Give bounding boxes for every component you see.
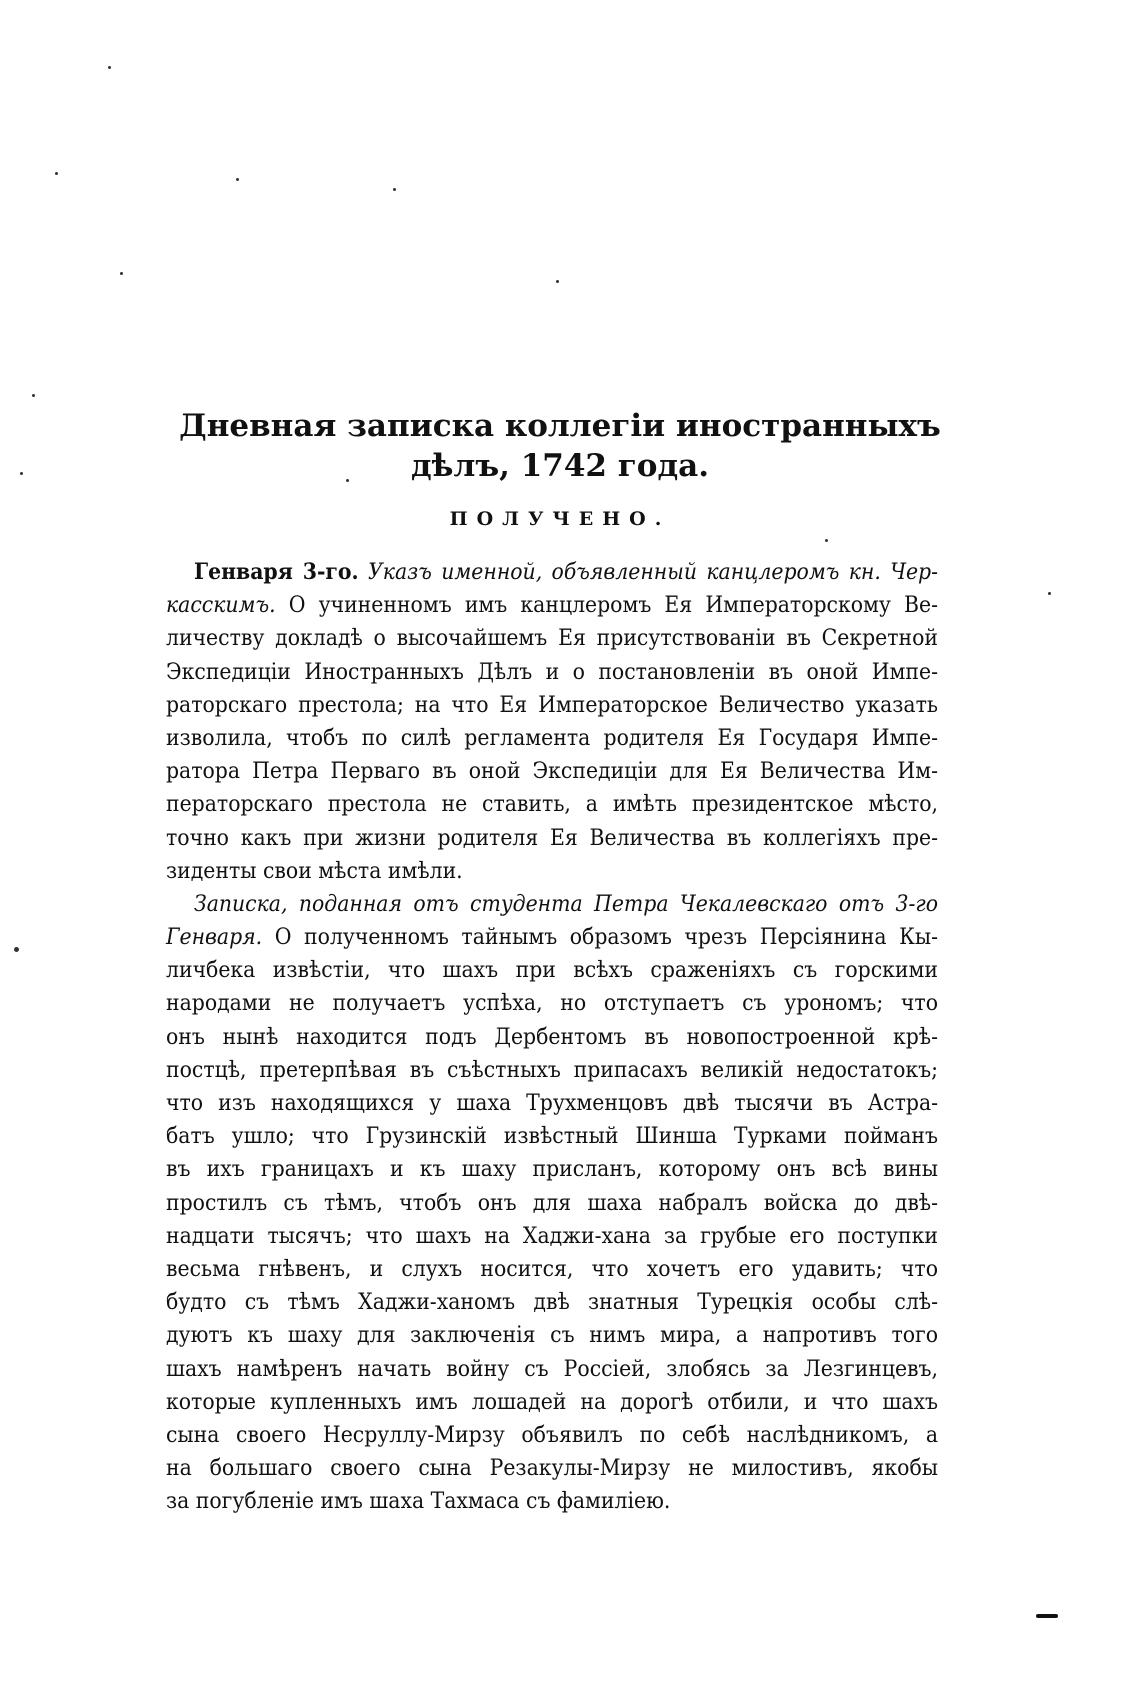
entry-italic-text: Генваря. xyxy=(166,924,263,951)
entry-text: въ ихъ границахъ и къ шаху присланъ, которому онъ всѣ вины xyxy=(166,1156,938,1183)
entry-text: онъ нынѣ находится подъ Дербентомъ въ новопостроенной крѣ- xyxy=(166,1023,938,1050)
text-line xyxy=(166,954,938,987)
entry-text: ператорскаго престола не ставить, а имѣть президентское мѣсто, xyxy=(166,791,938,818)
entry-text: которые купленныхъ имъ лошадей на дорогѣ отбили, и что шахъ xyxy=(166,1388,938,1415)
entry-text: изволила, чтобъ по силѣ регламента родителя Ея Государя Импе- xyxy=(166,724,938,751)
scan-speck xyxy=(20,472,23,475)
entry-text: Экспедиціи Иностранныхъ Дѣлъ и о постановленіи въ оной Импе- xyxy=(166,658,938,685)
text-line xyxy=(166,822,938,855)
entry-text: точно какъ при жизни родителя Ея Величества въ коллегіяхъ пре- xyxy=(166,824,938,851)
text-line xyxy=(166,1153,938,1186)
entry-text: личеству докладѣ о высочайшемъ Ея присутствованіи въ Секретной xyxy=(166,625,938,652)
entry-text: О полученномъ тайнымъ образомъ чрезъ Персіянина Кы- xyxy=(274,924,939,951)
text-line xyxy=(166,855,938,888)
scan-speck xyxy=(120,272,123,275)
scan-speck xyxy=(346,479,349,482)
entry-text: личбека извѣстіи, что шахъ при всѣхъ сраженіяхъ съ горскими xyxy=(166,957,938,984)
text-line xyxy=(166,987,938,1020)
text-line xyxy=(166,722,938,755)
scan-speck xyxy=(1048,592,1051,595)
text-line xyxy=(166,622,938,655)
scan-speck xyxy=(14,947,19,952)
entry-text: постцѣ, претерпѣвая въ съѣстныхъ припасахъ великій недостатокъ; xyxy=(166,1056,938,1083)
section-heading: ПОЛУЧЕНО. xyxy=(449,508,671,530)
scan-speck xyxy=(108,66,111,69)
text-line xyxy=(166,689,938,722)
text-line xyxy=(166,1021,938,1054)
entry-date: Генваря 3-го. xyxy=(194,559,359,585)
text-line xyxy=(166,1054,938,1087)
entry-text: раторскаго престола; на что Ея Императорское Величество указать xyxy=(166,691,938,718)
scan-speck xyxy=(556,280,559,283)
text-line xyxy=(166,1120,938,1153)
entry-text: весьма гнѣвенъ, и слухъ носится, что хочетъ его удавить; что xyxy=(166,1255,938,1282)
scan-speck xyxy=(393,188,396,191)
text-line xyxy=(166,656,938,689)
text-line xyxy=(166,921,938,954)
entry-text: дуютъ къ шаху для заключенія съ нимъ мира, а напротивъ того xyxy=(166,1322,938,1349)
entry-text: О учиненномъ имъ канцлеромъ Ея Императорскому Ве- xyxy=(288,592,939,619)
text-line xyxy=(166,788,938,821)
entry-text: на большаго своего сына Резакулы-Мирзу не милостивъ, якобы xyxy=(166,1455,938,1482)
text-line xyxy=(166,1253,938,1286)
text-line xyxy=(166,1485,938,1518)
entry-text: народами не получаетъ успѣха, но отступаетъ съ урономъ; что xyxy=(166,990,938,1017)
scan-speck xyxy=(32,394,35,397)
text-line xyxy=(166,556,938,589)
text-line xyxy=(166,1220,938,1253)
text-line xyxy=(166,1187,938,1220)
scan-speck xyxy=(236,178,239,181)
entry-text: зиденты свои мѣста имѣли. xyxy=(166,857,463,884)
document-body xyxy=(166,556,938,1518)
text-line xyxy=(166,1386,938,1419)
entry-text: надцати тысячъ; что шахъ на Хаджи-хана за грубые его поступки xyxy=(166,1222,938,1249)
text-line xyxy=(166,589,938,622)
text-line xyxy=(166,1353,938,1386)
scan-mark xyxy=(1036,1614,1058,1618)
entry-text: сына своего Несруллу-Мирзу объявилъ по себѣ наслѣдникомъ, а xyxy=(166,1421,938,1448)
scan-speck xyxy=(825,539,828,542)
entry-text: что изъ находящихся у шаха Трухменцовъ двѣ тысячи въ Астра- xyxy=(166,1090,938,1116)
text-line xyxy=(166,1286,938,1319)
entry-text: простилъ съ тѣмъ, чтобъ онъ для шаха набралъ войска до двѣ- xyxy=(166,1189,938,1216)
entry-text: батъ ушло; что Грузинскій извѣстный Шинша Турками пойманъ xyxy=(166,1123,938,1150)
scan-speck xyxy=(55,172,58,175)
entry-text: за погубленіе имъ шаха Тахмаса съ фамиліею. xyxy=(166,1488,671,1515)
text-line xyxy=(166,755,938,788)
entry-italic-text: касскимъ. xyxy=(166,592,276,619)
text-line xyxy=(166,1319,938,1352)
entry-italic-text: Указъ именной, объявленный канцлеромъ кн. Чер- xyxy=(368,559,938,585)
entry-italic-text: Записка, поданная отъ студента Петра Чекалевскаго отъ 3-го xyxy=(194,890,938,917)
title-line-2: дѣлъ, 1742 года. xyxy=(411,448,709,484)
entry-text: ратора Петра Перваго въ оной Экспедиціи для Ея Величества Им- xyxy=(166,758,938,785)
text-line xyxy=(166,1087,938,1120)
document-title xyxy=(160,406,960,486)
text-line xyxy=(166,1452,938,1485)
entry-text: будто съ тѣмъ Хаджи-ханомъ двѣ знатныя Турецкія особы слѣ- xyxy=(166,1289,938,1316)
text-line xyxy=(166,888,938,921)
entry-text: шахъ намѣренъ начать войну съ Россіей, злобясь за Лезгинцевъ, xyxy=(166,1355,938,1382)
text-line xyxy=(166,1419,938,1452)
title-line-1: Дневная записка коллегіи иностранныхъ xyxy=(179,408,941,444)
